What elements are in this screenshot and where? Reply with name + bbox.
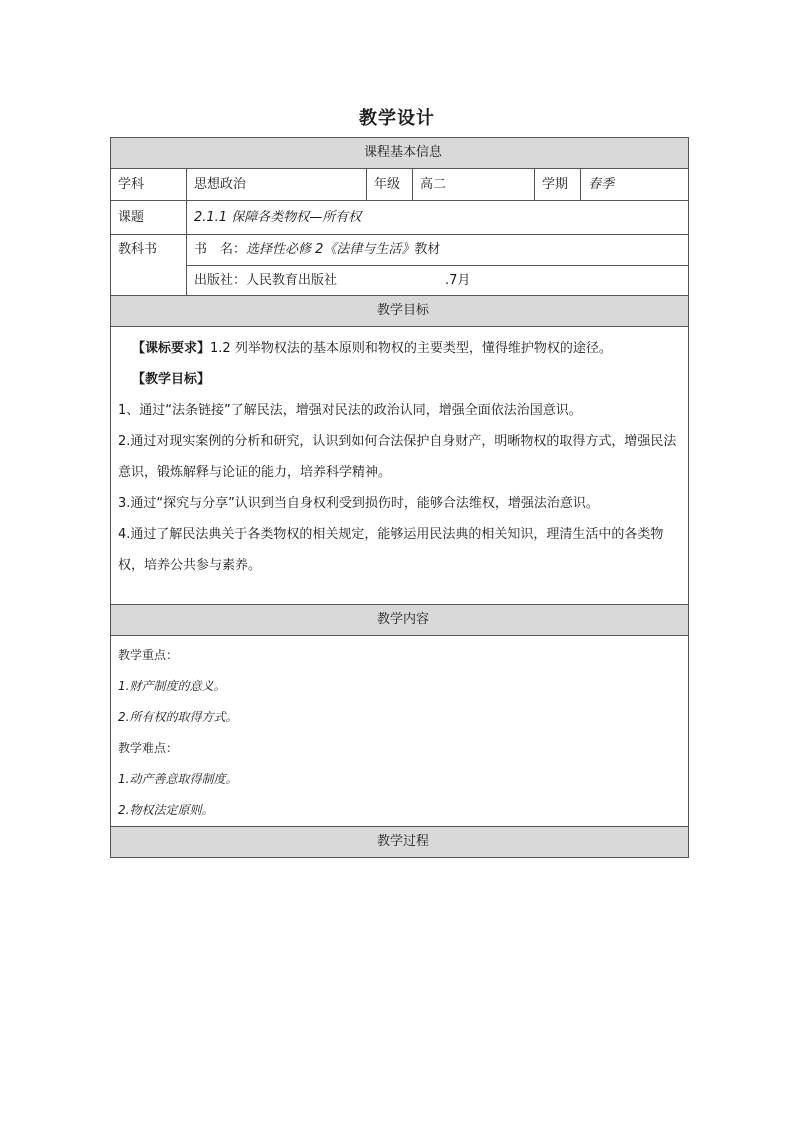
publisher-line: 出版社：人民教育出版社 bbox=[194, 272, 338, 288]
process-header: 教学过程 bbox=[111, 827, 689, 858]
book-name-value: 选择性必修 2《法律与生活》 bbox=[246, 242, 415, 257]
content-body bbox=[111, 636, 689, 827]
basic-info-header: 课程基本信息 bbox=[111, 138, 689, 169]
standard-text: 1.2 列举物权法的基本原则和物权的主要类型，懂得维护物权的途径。 bbox=[210, 341, 612, 356]
book-name-cell bbox=[187, 235, 689, 266]
topic-value: 2.1.1 保障各类物权—所有权 bbox=[187, 201, 689, 235]
grade-value: 高二 bbox=[413, 169, 535, 201]
key-point-item-1: 1.财产制度的意义。 bbox=[118, 679, 226, 693]
term-label: 学期 bbox=[535, 169, 581, 201]
subject-value: 思想政治 bbox=[187, 169, 367, 201]
standard-requirement bbox=[118, 333, 682, 364]
difficult-points-label: 教学难点： bbox=[118, 741, 179, 755]
goal-item-2: 2.通过对现实案例的分析和研究，认识到如何合法保护自身财产，明晰物权的取得方式，增强民法意识，锻炼解释与论证的能力，培养科学精神。 bbox=[118, 434, 677, 480]
subject-label: 学科 bbox=[111, 169, 187, 201]
book-name-line: 书 名： bbox=[194, 242, 247, 257]
difficult-point-item-1: 1.动产善意取得制度。 bbox=[118, 772, 238, 786]
publisher-cell bbox=[187, 266, 689, 296]
grade-label: 年级 bbox=[367, 169, 413, 201]
lesson-plan-table bbox=[110, 137, 689, 858]
goals-tag-line bbox=[118, 364, 682, 395]
textbook-label: 教科书 bbox=[111, 235, 187, 296]
standard-tag: 【课标要求】 bbox=[132, 341, 211, 356]
goals-tag: 【教学目标】 bbox=[132, 372, 211, 387]
goals-body bbox=[111, 327, 689, 605]
book-suffix: 教材 bbox=[414, 242, 441, 257]
topic-label: 课题 bbox=[111, 201, 187, 235]
document-title: 教学设计 bbox=[359, 108, 435, 129]
term-value: 春季 bbox=[581, 169, 689, 201]
difficult-point-item-2: 2.物权法定原则。 bbox=[118, 803, 214, 817]
goal-item-1: 1、通过“法条链接”了解民法，增强对民法的政治认同，增强全面依法治国意识。 bbox=[118, 403, 582, 418]
key-points-label: 教学重点： bbox=[118, 648, 179, 662]
goals-header: 教学目标 bbox=[111, 296, 689, 327]
content-header: 教学内容 bbox=[111, 605, 689, 636]
goal-item-4: 4.通过了解民法典关于各类物权的相关规定，能够运用民法典的相关知识，理清生活中的各类物权，培养公共参与素养。 bbox=[118, 527, 664, 573]
goal-item-3: 3.通过“探究与分享”认识到当自身权利受到损伤时，能够合法维权，增强法治意识。 bbox=[118, 496, 599, 511]
publish-date: .7月 bbox=[445, 272, 471, 288]
key-point-item-2: 2.所有权的取得方式。 bbox=[118, 710, 238, 724]
